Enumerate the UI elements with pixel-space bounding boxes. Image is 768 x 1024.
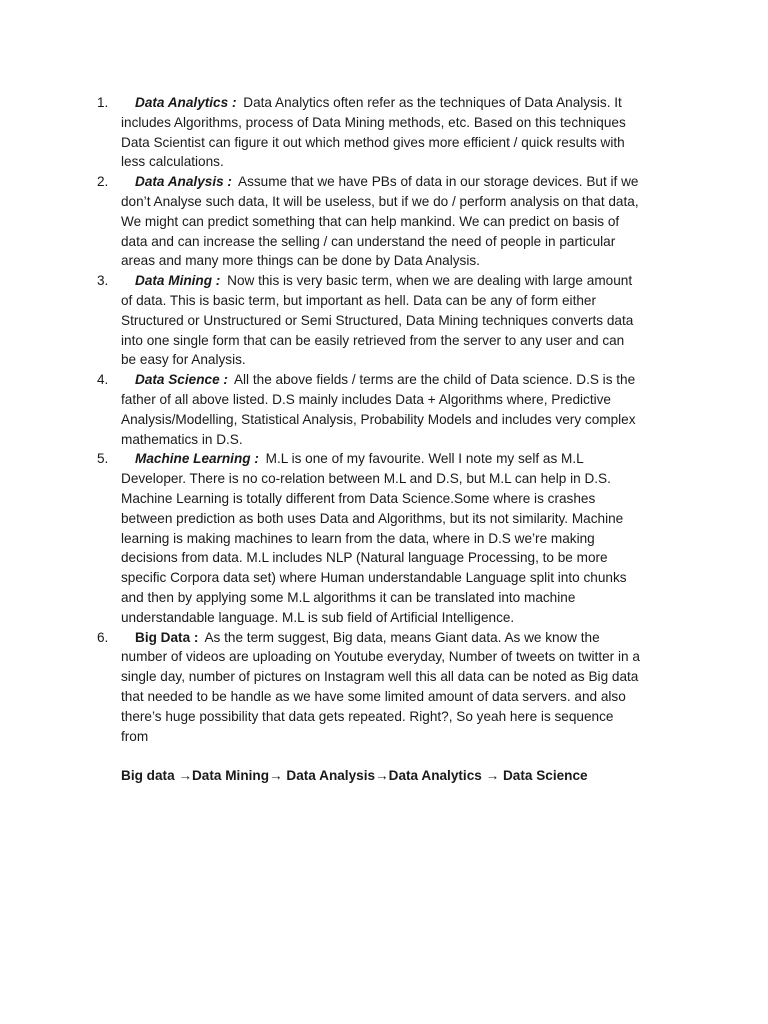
list-item bbox=[0, 449, 641, 627]
item-number: 6. bbox=[97, 629, 109, 645]
item-term: Data Analytics : bbox=[135, 95, 237, 110]
item-term: Data Analysis : bbox=[135, 174, 232, 190]
item-text: As the term suggest, Big data, means Giant data. As we know the number of videos are uploading on Youtube everyday, Number of tweets on twitter in a single day, number of pictures on Instagram well this all data can be noted as Big data that needed to be handle as we have some limited amount of data servers. and also there’s huge possibility that data gets repeated. Right?, So yeah here is sequence from bbox=[121, 629, 640, 744]
item-term: Machine Learning : bbox=[135, 451, 259, 467]
item-text: Data Analytics often refer as the techniques of Data Analysis. It includes Algorithms, process of Data Mining methods, etc. Based on this techniques Data Scientist can figure it out which method gives more efficient / quick results with less calculations. bbox=[121, 95, 626, 170]
item-number: 3. bbox=[97, 273, 109, 289]
list-item bbox=[0, 370, 641, 449]
item-text: All the above fields / terms are the child of Data science. D.S is the father of all above listed. D.S mainly includes Data + Algorithms where, Predictive Analysis/Modelling, Statistical Analysis, Probability Models and includes very complex mathematics in D.S. bbox=[121, 372, 636, 447]
item-text: Assume that we have PBs of data in our storage devices. But if we don’t Analyse such data, It will be useless, but if we do / perform analysis on that data, We might can predict something that can help mankind. We can predict on basis of data and can increase the selling / can understand the need of people in particular areas and many more things can be done by Data Analysis. bbox=[121, 174, 639, 269]
item-number: 5. bbox=[97, 451, 109, 467]
item-number: 4. bbox=[97, 372, 109, 388]
list-item bbox=[0, 271, 641, 370]
list-item bbox=[0, 93, 641, 172]
item-number: 1. bbox=[97, 95, 109, 110]
item-term: Big Data : bbox=[135, 629, 199, 645]
item-text: M.L is one of my favourite. Well I note my self as M.L Developer. There is no co-relation between M.L and D.S, but M.L can help in D.S. Machine Learning is totally different from Data Science.Some where is crashes between prediction as both uses Data and Algorithms, but its not similarity. Machine learning is making machines to learn from the data, where in D.S we’re making decisions from data. M.L includes NLP (Natural language Processing, to be more specific Corpora data set) where Human understandable Language split into chunks and then by applying some M.L algorithms it can be translated into machine understandable language. M.L is sub field of Artificial Intelligence. bbox=[121, 451, 627, 625]
list-item bbox=[0, 172, 641, 271]
item-text: Now this is very basic term, when we are dealing with large amount of data. This is basic term, but important as hell. Data can be any of form either Structured or Unstructured or Semi Structured, Data Mining techniques converts data into one single form that can be easily retrieved from the server to any user and can be easy for Analysis. bbox=[121, 273, 634, 368]
list-item bbox=[0, 628, 641, 747]
definition-list bbox=[0, 93, 768, 746]
item-term: Data Science : bbox=[135, 372, 228, 388]
item-term: Data Mining : bbox=[135, 273, 221, 289]
sequence-line: Big data →Data Mining→ Data Analysis→Data Analytics → Data Science bbox=[121, 768, 588, 783]
item-number: 2. bbox=[97, 174, 109, 190]
